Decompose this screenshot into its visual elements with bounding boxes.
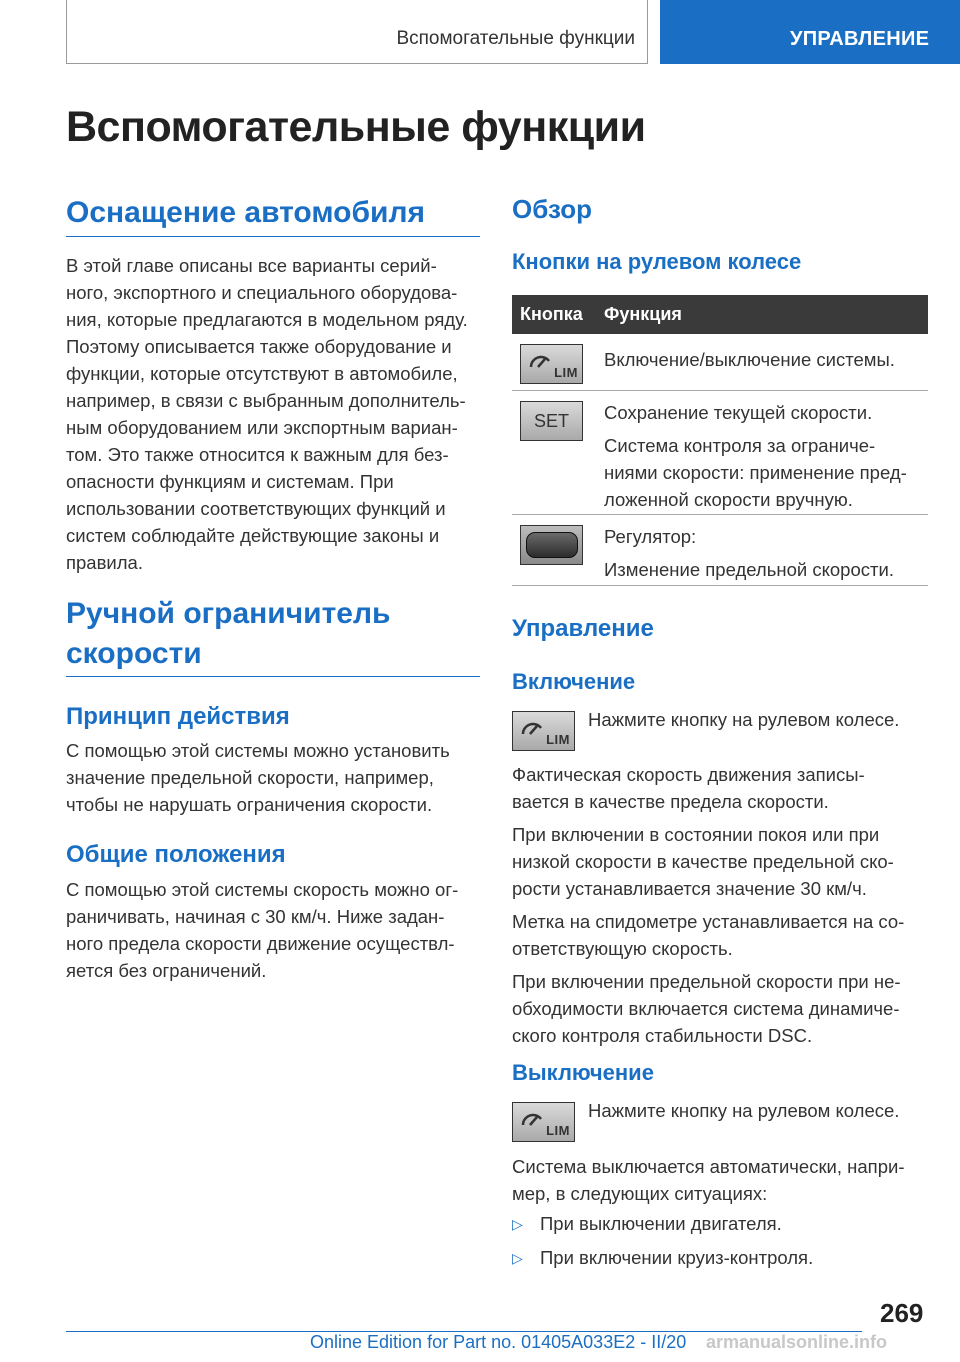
edition-text: Online Edition for Part no. 01405A033E2 - II/20 bbox=[310, 1332, 687, 1352]
table-cell-function: Включение/выключение системы. bbox=[604, 349, 895, 370]
table-row bbox=[512, 515, 928, 586]
bullet-arrow-icon: ▷ bbox=[512, 1216, 523, 1232]
equipment-heading: Оснащение автомобиля bbox=[66, 196, 426, 229]
page-title: Вспомогательные функции bbox=[66, 103, 646, 151]
control-heading: Управление bbox=[512, 615, 654, 642]
header-chapter-title: УПРАВЛЕНИЕ bbox=[790, 28, 930, 50]
overview-heading: Обзор bbox=[512, 194, 592, 224]
header-section-box bbox=[66, 0, 648, 64]
switch-on-press-text: Нажмите кнопку на рулевом колесе. bbox=[588, 709, 900, 730]
limiter-heading-rule bbox=[66, 676, 480, 677]
table-cell-function: Регулятор: Изменение предельной скорости. bbox=[604, 526, 894, 580]
header-section-title: Вспомогательные функции bbox=[396, 28, 635, 49]
header-chapter-box bbox=[660, 0, 960, 64]
page-number: 269 bbox=[880, 1298, 924, 1328]
table-cell-function: Сохранение текущей скорости. Система контроля за ограниче- ниями скорости: применение пред- ложенной скорости вручную. bbox=[604, 402, 907, 510]
switch-on-heading: Включение bbox=[512, 669, 636, 694]
table-row bbox=[512, 391, 928, 515]
wheel-buttons-heading: Кнопки на рулевом колесе bbox=[512, 249, 802, 274]
table-header-function: Функция bbox=[604, 304, 682, 324]
limiter-heading: Ручной ограничитель скорости bbox=[66, 597, 391, 670]
general-heading: Общие положения bbox=[66, 841, 286, 868]
switch-off-press-text: Нажмите кнопку на рулевом колесе. bbox=[588, 1100, 900, 1121]
switch-on-text: Фактическая скорость движения записы- вается в качестве предела скорости. При включении в состоянии покоя или при низкой скорости в качестве предельной ско- рости устанавливается значение 30 км/ч. Метка на спидометре устанавливается на со- ответствующую скорость. При включении предельной скорости при не- обходимости включается система динамиче- ского контроля стабильности DSC. bbox=[512, 764, 905, 1046]
general-text: С помощью этой системы скорость можно ог- раничивать, начиная с 30 км/ч. Ниже задан- ного предела скорости движение осуществл- яется без ограничений. bbox=[66, 879, 459, 981]
rocker-switch-icon bbox=[520, 525, 583, 565]
lim-button-icon: LIM bbox=[512, 711, 575, 751]
buttons-table bbox=[512, 295, 928, 586]
principle-heading: Принцип действия bbox=[66, 703, 290, 730]
equipment-text: В этой главе описаны все варианты серий- ного, экспортного и специального оборудова- ния, которые предлагаются в модельном ряду. Поэтому описывается также оборудование и функции, которые отсутствуют в автомобиле, например, в связи с выбранным дополнитель- ным оборудованием или экспортным вариан- том. Это также относится к важным для без- опасности функциям и системам. При использовании соответствующих функций и систем соблюдайте действующие законы и правила. bbox=[66, 255, 468, 573]
watermark-text: armanualsonline.info bbox=[706, 1332, 888, 1352]
lim-button-icon: LIM bbox=[520, 344, 583, 384]
equipment-heading-rule bbox=[66, 236, 480, 237]
switch-off-text: Система выключается автоматически, напри- мер, в следующих ситуациях: bbox=[512, 1156, 905, 1204]
bullet-arrow-icon: ▷ bbox=[512, 1250, 523, 1266]
switch-off-heading: Выключение bbox=[512, 1060, 654, 1085]
principle-text: С помощью этой системы можно установить значение предельной скорости, например, чтобы не нарушать ограничения скорости. bbox=[66, 740, 450, 815]
set-button-icon: SET bbox=[520, 401, 583, 441]
table-row bbox=[512, 334, 928, 391]
table-header bbox=[512, 295, 928, 334]
table-header-button: Кнопка bbox=[520, 304, 583, 324]
lim-button-icon: LIM bbox=[512, 1102, 575, 1142]
